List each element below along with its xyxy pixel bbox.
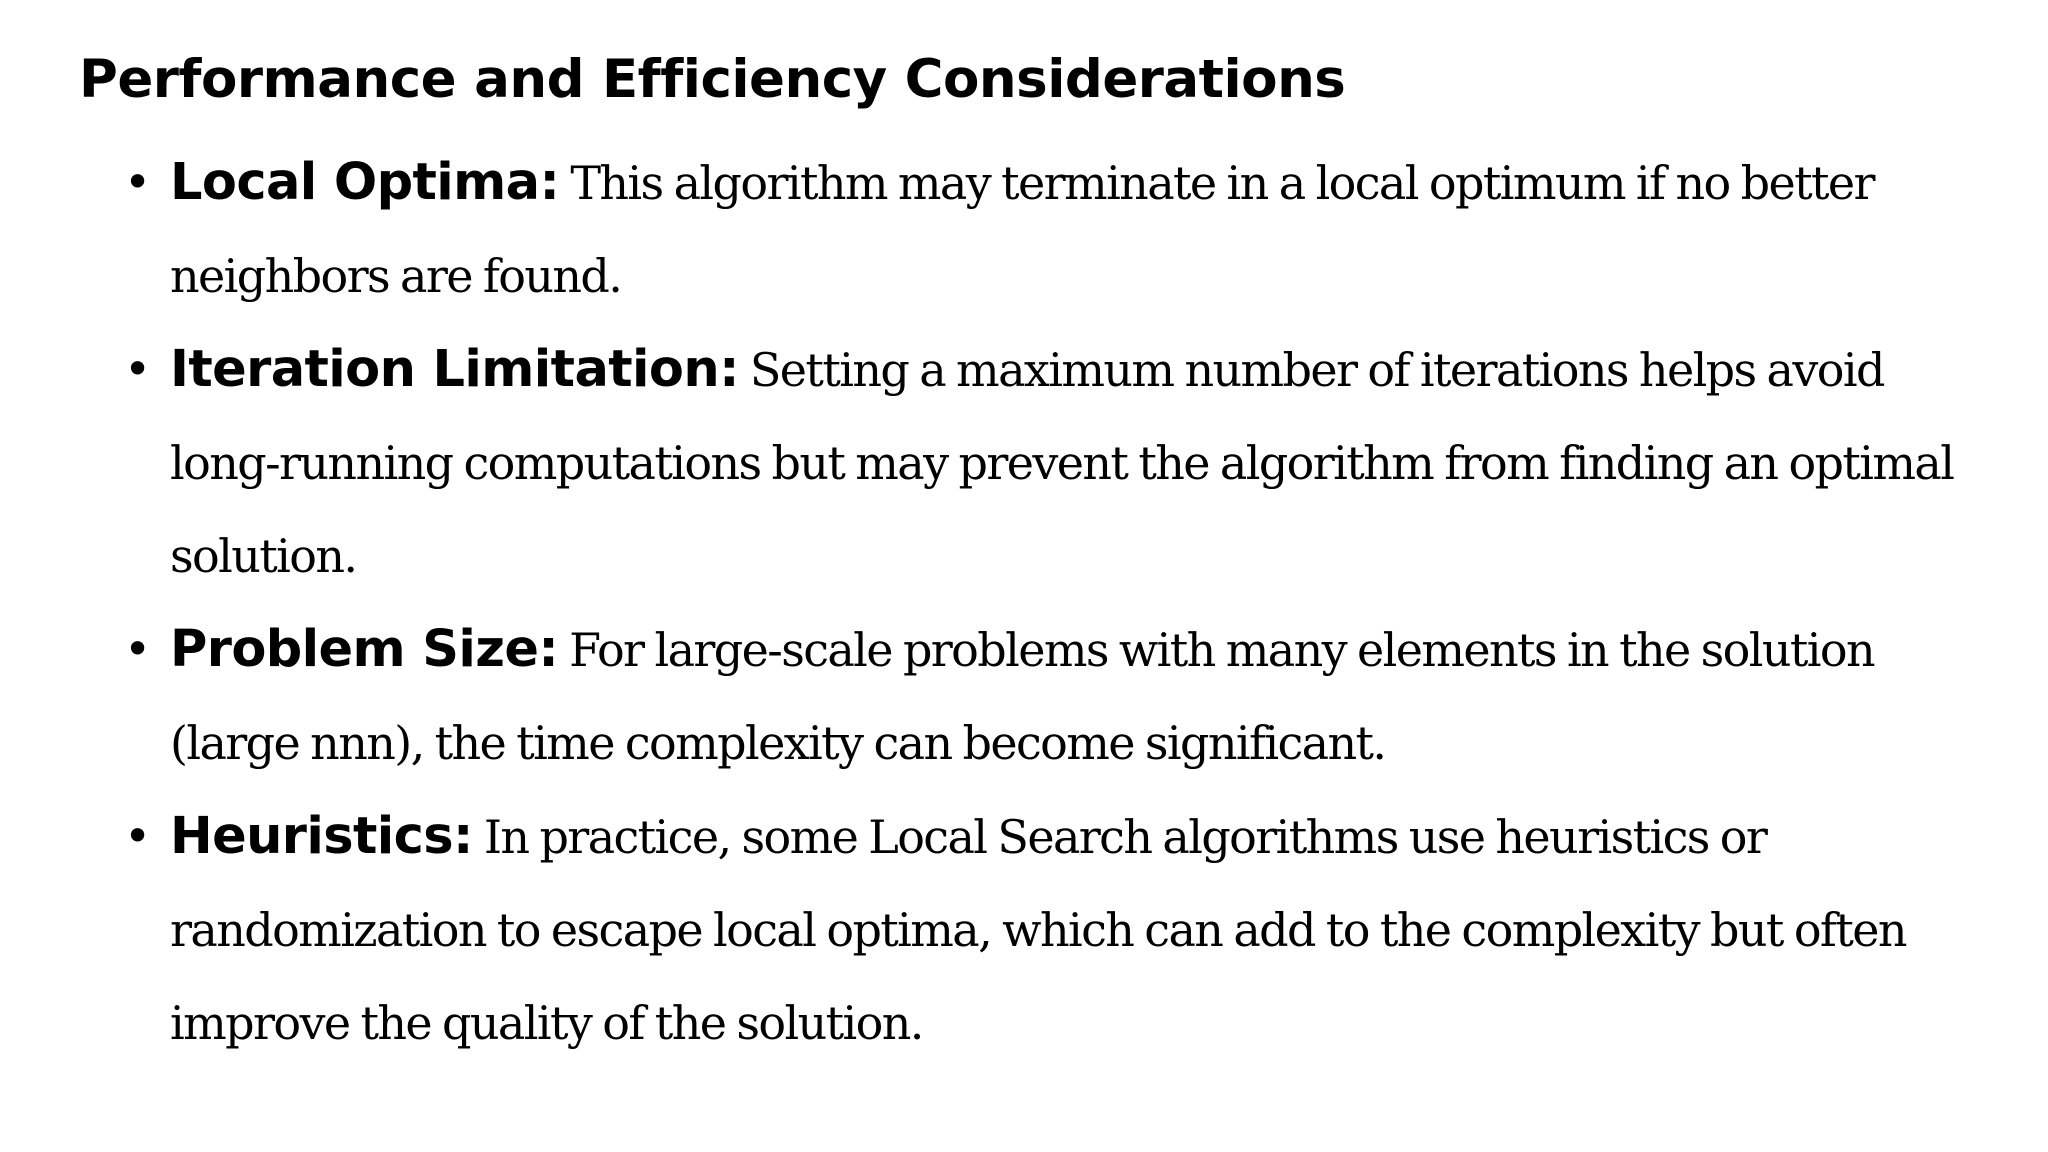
bullet-term: Problem Size: [170, 620, 559, 679]
bullet-term: Heuristics: [170, 807, 473, 866]
bullet-text: This algorithm may terminate in a local optimum if no better neighbors are found. [170, 156, 1874, 303]
bullet-heuristics [0, 790, 1970, 1070]
bullet-dot-icon: • [124, 155, 150, 209]
bullet-list [0, 136, 2048, 1070]
bullet-dot-icon: • [124, 809, 150, 863]
bullet-dot-icon: • [124, 342, 150, 396]
bullet-text: In practice, some Local Search algorithms use heuristics or randomization to escape local optima, which can add to the complexity but often improve the quality of the solution. [170, 810, 1906, 1050]
bullet-iteration-limitation [0, 323, 1970, 603]
bullet-problem-size [0, 603, 1970, 790]
bullet-term: Iteration Limitation: [170, 340, 739, 399]
slide-title: Performance and Efficiency Considerations [79, 49, 1346, 110]
bullet-term: Local Optima: [170, 153, 560, 212]
bullet-text: For large-scale problems with many elements in the solution (large nnn), the time complexity can become significant. [170, 623, 1875, 770]
bullet-dot-icon: • [124, 622, 150, 676]
bullet-local-optima [0, 136, 1970, 323]
bullet-text: Setting a maximum number of iterations helps avoid long-running computations but may prevent the algorithm from finding an optimal solution. [170, 343, 1954, 583]
